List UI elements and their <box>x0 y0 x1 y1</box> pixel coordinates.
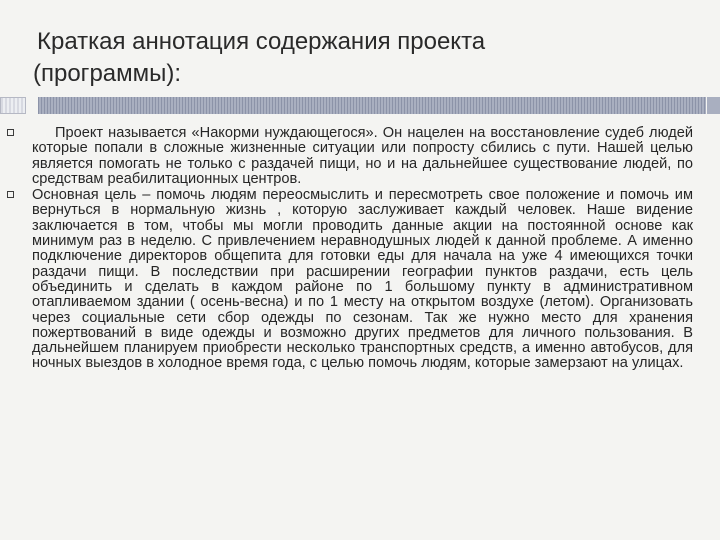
bullet-text: Проект называется «Накорми нуждающегося». Он нацелен на восстановление судеб людей которые попали в сложные жизненные ситуации или попросту сбились с пути. Нашей целью является помогать не только с раздачей пищи, но и на дальнейшее существование людей, по средствам реабилитационных центров. <box>32 125 693 187</box>
divider-left-block <box>0 97 26 114</box>
bullet-text: Основная цель – помочь людям переосмыслить и пересмотреть свое положение и помочь им вернуться в нормальную жизнь , которую заслуживает каждый человек. Наше видение заключается в том, чтобы мы могли проводить данные акции на постоянной основе как минимум раз в неделю. С привлечением неравнодушных людей к данной проблеме. А именно подключение директоров общепита для готовки еды для начала на уже 4 имеющихся точки раздачи пищи. В последствии при расширении географии пунктов раздачи, есть цель объединить и сделать в каждом районе по 1 большому пункту в административном отапливаемом здании ( осень-весна) и по 1 месту на открытом воздухе (летом). Организовать через социальные сети сбор одежды по сезонам. Так же нужно место для хранения пожертвований в виде одежды и возможно других предметов для личного пользования. В дальнейшем планируем приобрести несколько транспортных средств, а именно автобусов, для ночных выездов в холодное время года, с целью помочь людям, которые замерзают на улицах. <box>32 187 693 372</box>
slide-title-line-1: Краткая аннотация содержания проекта <box>37 28 486 55</box>
bullet-list <box>0 126 720 526</box>
slide-title-line-2: (программы): <box>33 60 182 87</box>
divider-bar <box>38 97 706 114</box>
bullet-item-main-goal <box>0 188 720 372</box>
slide-title <box>33 26 673 90</box>
divider-end-cap <box>707 97 720 114</box>
square-bullet-icon <box>7 191 14 198</box>
square-bullet-icon <box>7 129 14 136</box>
divider-left-pattern <box>1 98 25 113</box>
bullet-item-project-name <box>0 126 720 187</box>
title-divider <box>0 97 720 114</box>
